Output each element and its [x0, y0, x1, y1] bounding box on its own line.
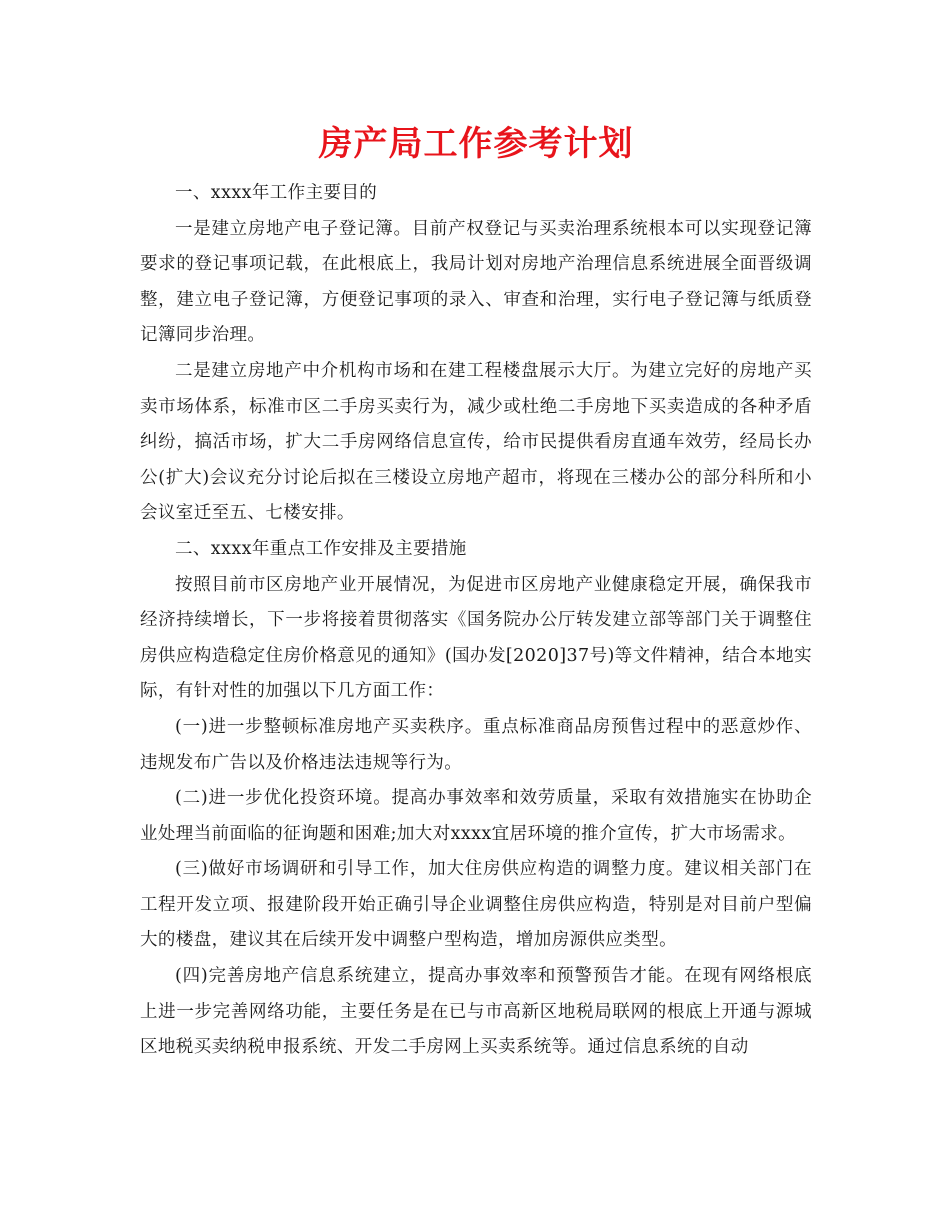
paragraph-intro-measures: 按照目前市区房地产业开展情况，为促进市区房地产业健康稳定开展，确保我市经济持续增长，下一步将接着贯彻落实《国务院办公厅转发建立部等部门关于调整住房供应构造稳定住房价格意见的通知》(国办发[2020]37号)等文件精神，结合本地实际，有针对性的加强以下几方面工作： [140, 574, 812, 702]
document-title: 房产局工作参考计划 [318, 124, 634, 164]
paragraph-item-4: (四)完善房地产信息系统建立，提高办事效率和预警预告才能。在现有网络根底上进一步完善网络功能，主要任务是在已与市高新区地税局联网的根底上开通与源城区地税买卖纳税申报系统、开发二手房网上买卖系统等。通过信息系统的自动 [140, 966, 812, 1058]
paragraph-item-3: (三)做好市场调研和引导工作，加大住房供应构造的调整力度。建议相关部门在工程开发立项、报建阶段开始正确引导企业调整住房供应构造，特别是对目前户型偏大的楼盘，建议其在后续开发中调整户型构造，增加房源供应类型。 [140, 859, 812, 951]
section-heading-key-work: 二、xxxx年重点工作安排及主要措施 [175, 538, 467, 559]
paragraph-item-2: (二)进一步优化投资环境。提高办事效率和效劳质量，采取有效措施实在协助企业处理当前面临的征询题和困难;加大对xxxx宜居环境的推介宣传，扩大市场需求。 [140, 788, 812, 844]
paragraph-item-1: (一)进一步整顿标准房地产买卖秩序。重点标准商品房预售过程中的恶意炒作、违规发布广告以及价格违法违规等行为。 [140, 716, 812, 773]
paragraph-electronic-register: 一是建立房地产电子登记簿。目前产权登记与买卖治理系统根本可以实现登记簿要求的登记事项记载，在此根底上，我局计划对房地产治理信息系统进展全面晋级调整，建立电子登记簿，方便登记事项的录入、审查和治理，实行电子登记簿与纸质登记簿同步治理。 [140, 218, 812, 346]
document-page [140, 118, 812, 1066]
paragraph-agency-market: 二是建立房地产中介机构市场和在建工程楼盘展示大厅。为建立完好的房地产买卖市场体系，标准市区二手房买卖行为，减少或杜绝二手房地下买卖造成的各种矛盾纠纷，搞活市场，扩大二手房网络信息宣传，给市民提供看房直通车效劳，经局长办公(扩大)会议充分讨论后拟在三楼设立房地产超市，将现在三楼办公的部分科所和小会议室迁至五、七楼安排。 [140, 360, 812, 524]
section-heading-goals: 一、xxxx年工作主要目的 [175, 183, 378, 203]
